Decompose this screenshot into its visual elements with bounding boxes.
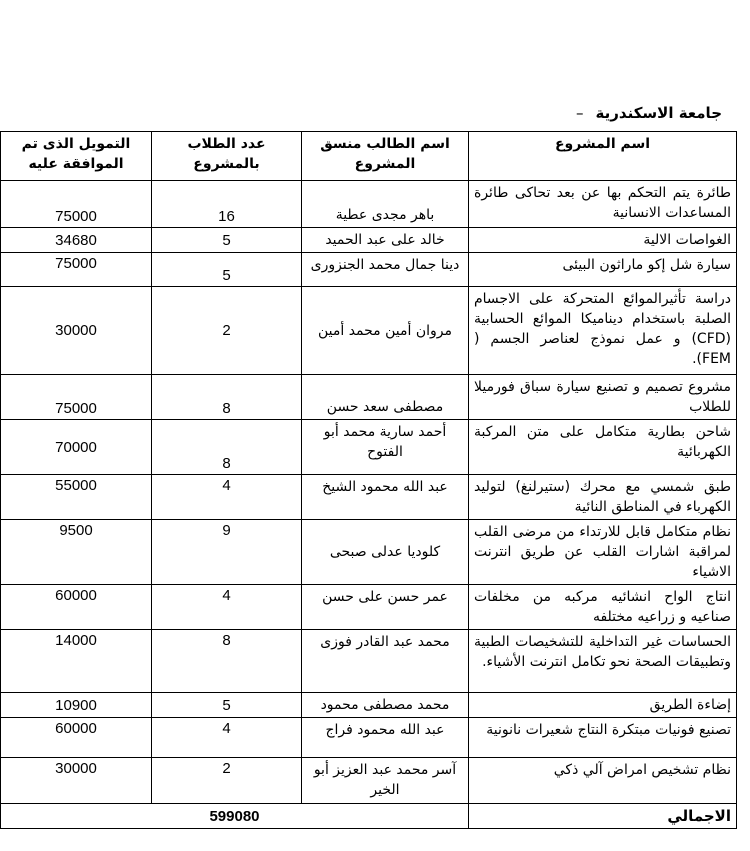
project-name: شاحن بطارية متكامل على متن المركبة الكهربائية — [469, 420, 737, 475]
page-heading — [576, 104, 722, 122]
project-name: طائرة يتم التحكم بها عن بعد تحاكى طائرة المساعدات الانسانية — [469, 181, 737, 228]
approved-funding: 60000 — [1, 585, 152, 630]
header-coordinator: اسم الطالب منسق المشروع — [302, 132, 469, 181]
coordinator-name: عبد الله محمود فراج — [302, 718, 469, 758]
coordinator-name: محمد مصطفى محمود — [302, 693, 469, 718]
header-project-name: اسم المشروع — [469, 132, 737, 181]
student-count: 5 — [152, 253, 302, 287]
approved-funding: 70000 — [1, 420, 152, 475]
approved-funding: 30000 — [1, 287, 152, 375]
coordinator-name: آسر محمد عبد العزيز أبو الخير — [302, 758, 469, 804]
table-row — [1, 375, 737, 420]
coordinator-name: دينا جمال محمد الجنزورى — [302, 253, 469, 287]
coordinator-name: كلوديا عدلى صبحى — [302, 520, 469, 585]
total-row — [1, 804, 737, 829]
project-name: إضاءة الطريق — [469, 693, 737, 718]
project-name: نظام تشخيص امراض آلي ذكي — [469, 758, 737, 804]
approved-funding: 75000 — [1, 375, 152, 420]
student-count: 2 — [152, 287, 302, 375]
table-row — [1, 181, 737, 228]
table-row — [1, 228, 737, 253]
project-name: الغواصات الالية — [469, 228, 737, 253]
student-count: 8 — [152, 375, 302, 420]
approved-funding: 10900 — [1, 693, 152, 718]
table-row — [1, 253, 737, 287]
heading-dash: – — [576, 104, 584, 122]
approved-funding: 60000 — [1, 718, 152, 758]
table-header-row — [1, 132, 737, 181]
approved-funding: 14000 — [1, 630, 152, 693]
student-count: 5 — [152, 228, 302, 253]
student-count: 8 — [152, 630, 302, 693]
coordinator-name: عمر حسن على حسن — [302, 585, 469, 630]
header-student-count: عدد الطلاب بالمشروع — [152, 132, 302, 181]
project-name: الحساسات غير التداخلية للتشخيصات الطبية وتطبيقات الصحة نحو تكامل انترنت الأشياء. — [469, 630, 737, 693]
coordinator-name: خالد على عبد الحميد — [302, 228, 469, 253]
student-count: 4 — [152, 475, 302, 520]
total-value: 599080 — [1, 804, 469, 829]
project-name: مشروع تصميم و تصنيع سيارة سباق فورميلا للطلاب — [469, 375, 737, 420]
table-row — [1, 420, 737, 475]
table-row — [1, 693, 737, 718]
coordinator-name: مروان أمين محمد أمين — [302, 287, 469, 375]
coordinator-name: مصطفى سعد حسن — [302, 375, 469, 420]
table-row — [1, 718, 737, 758]
approved-funding: 9500 — [1, 520, 152, 585]
project-name: تصنيع فونيات مبتكرة النتاج شعيرات نانونية — [469, 718, 737, 758]
student-count: 8 — [152, 420, 302, 475]
approved-funding: 55000 — [1, 475, 152, 520]
project-name: نظام متكامل قابل للارتداء من مرضى القلب لمراقبة اشارات القلب عن طريق انترنت الاشياء — [469, 520, 737, 585]
table-row — [1, 520, 737, 585]
header-approved-funding: التمويل الذى تم الموافقة عليه — [1, 132, 152, 181]
coordinator-name: أحمد سارية محمد أبو الفتوح — [302, 420, 469, 475]
project-name: طبق شمسي مع محرك (ستيرلنغ) لتوليد الكهرباء في المناطق النائية — [469, 475, 737, 520]
approved-funding: 75000 — [1, 253, 152, 287]
student-count: 2 — [152, 758, 302, 804]
student-count: 9 — [152, 520, 302, 585]
approved-funding: 34680 — [1, 228, 152, 253]
project-name: انتاج الواح انشائيه مركبه من مخلفات صناعيه و زراعيه مختلفه — [469, 585, 737, 630]
coordinator-name: باهر مجدى عطية — [302, 181, 469, 228]
project-name: سيارة شل إكو ماراثون البيئى — [469, 253, 737, 287]
student-count: 4 — [152, 585, 302, 630]
project-name: دراسة تأثيرالموائع المتحركة على الاجسام الصلبة باستخدام ديناميكا الموائع الحسابية (CFD) و عمل نموذج لعناصر الجسم ( FEM). — [469, 287, 737, 375]
projects-funding-table — [0, 131, 737, 829]
table-row — [1, 287, 737, 375]
table-row — [1, 585, 737, 630]
heading-text: جامعة الاسكندرية — [595, 104, 722, 122]
approved-funding: 30000 — [1, 758, 152, 804]
coordinator-name: عبد الله محمود الشيخ — [302, 475, 469, 520]
table-row — [1, 630, 737, 693]
student-count: 5 — [152, 693, 302, 718]
student-count: 16 — [152, 181, 302, 228]
student-count: 4 — [152, 718, 302, 758]
table-row — [1, 475, 737, 520]
total-label: الاجمالي — [469, 804, 737, 829]
coordinator-name: محمد عبد القادر فوزى — [302, 630, 469, 693]
table-row — [1, 758, 737, 804]
approved-funding: 75000 — [1, 181, 152, 228]
